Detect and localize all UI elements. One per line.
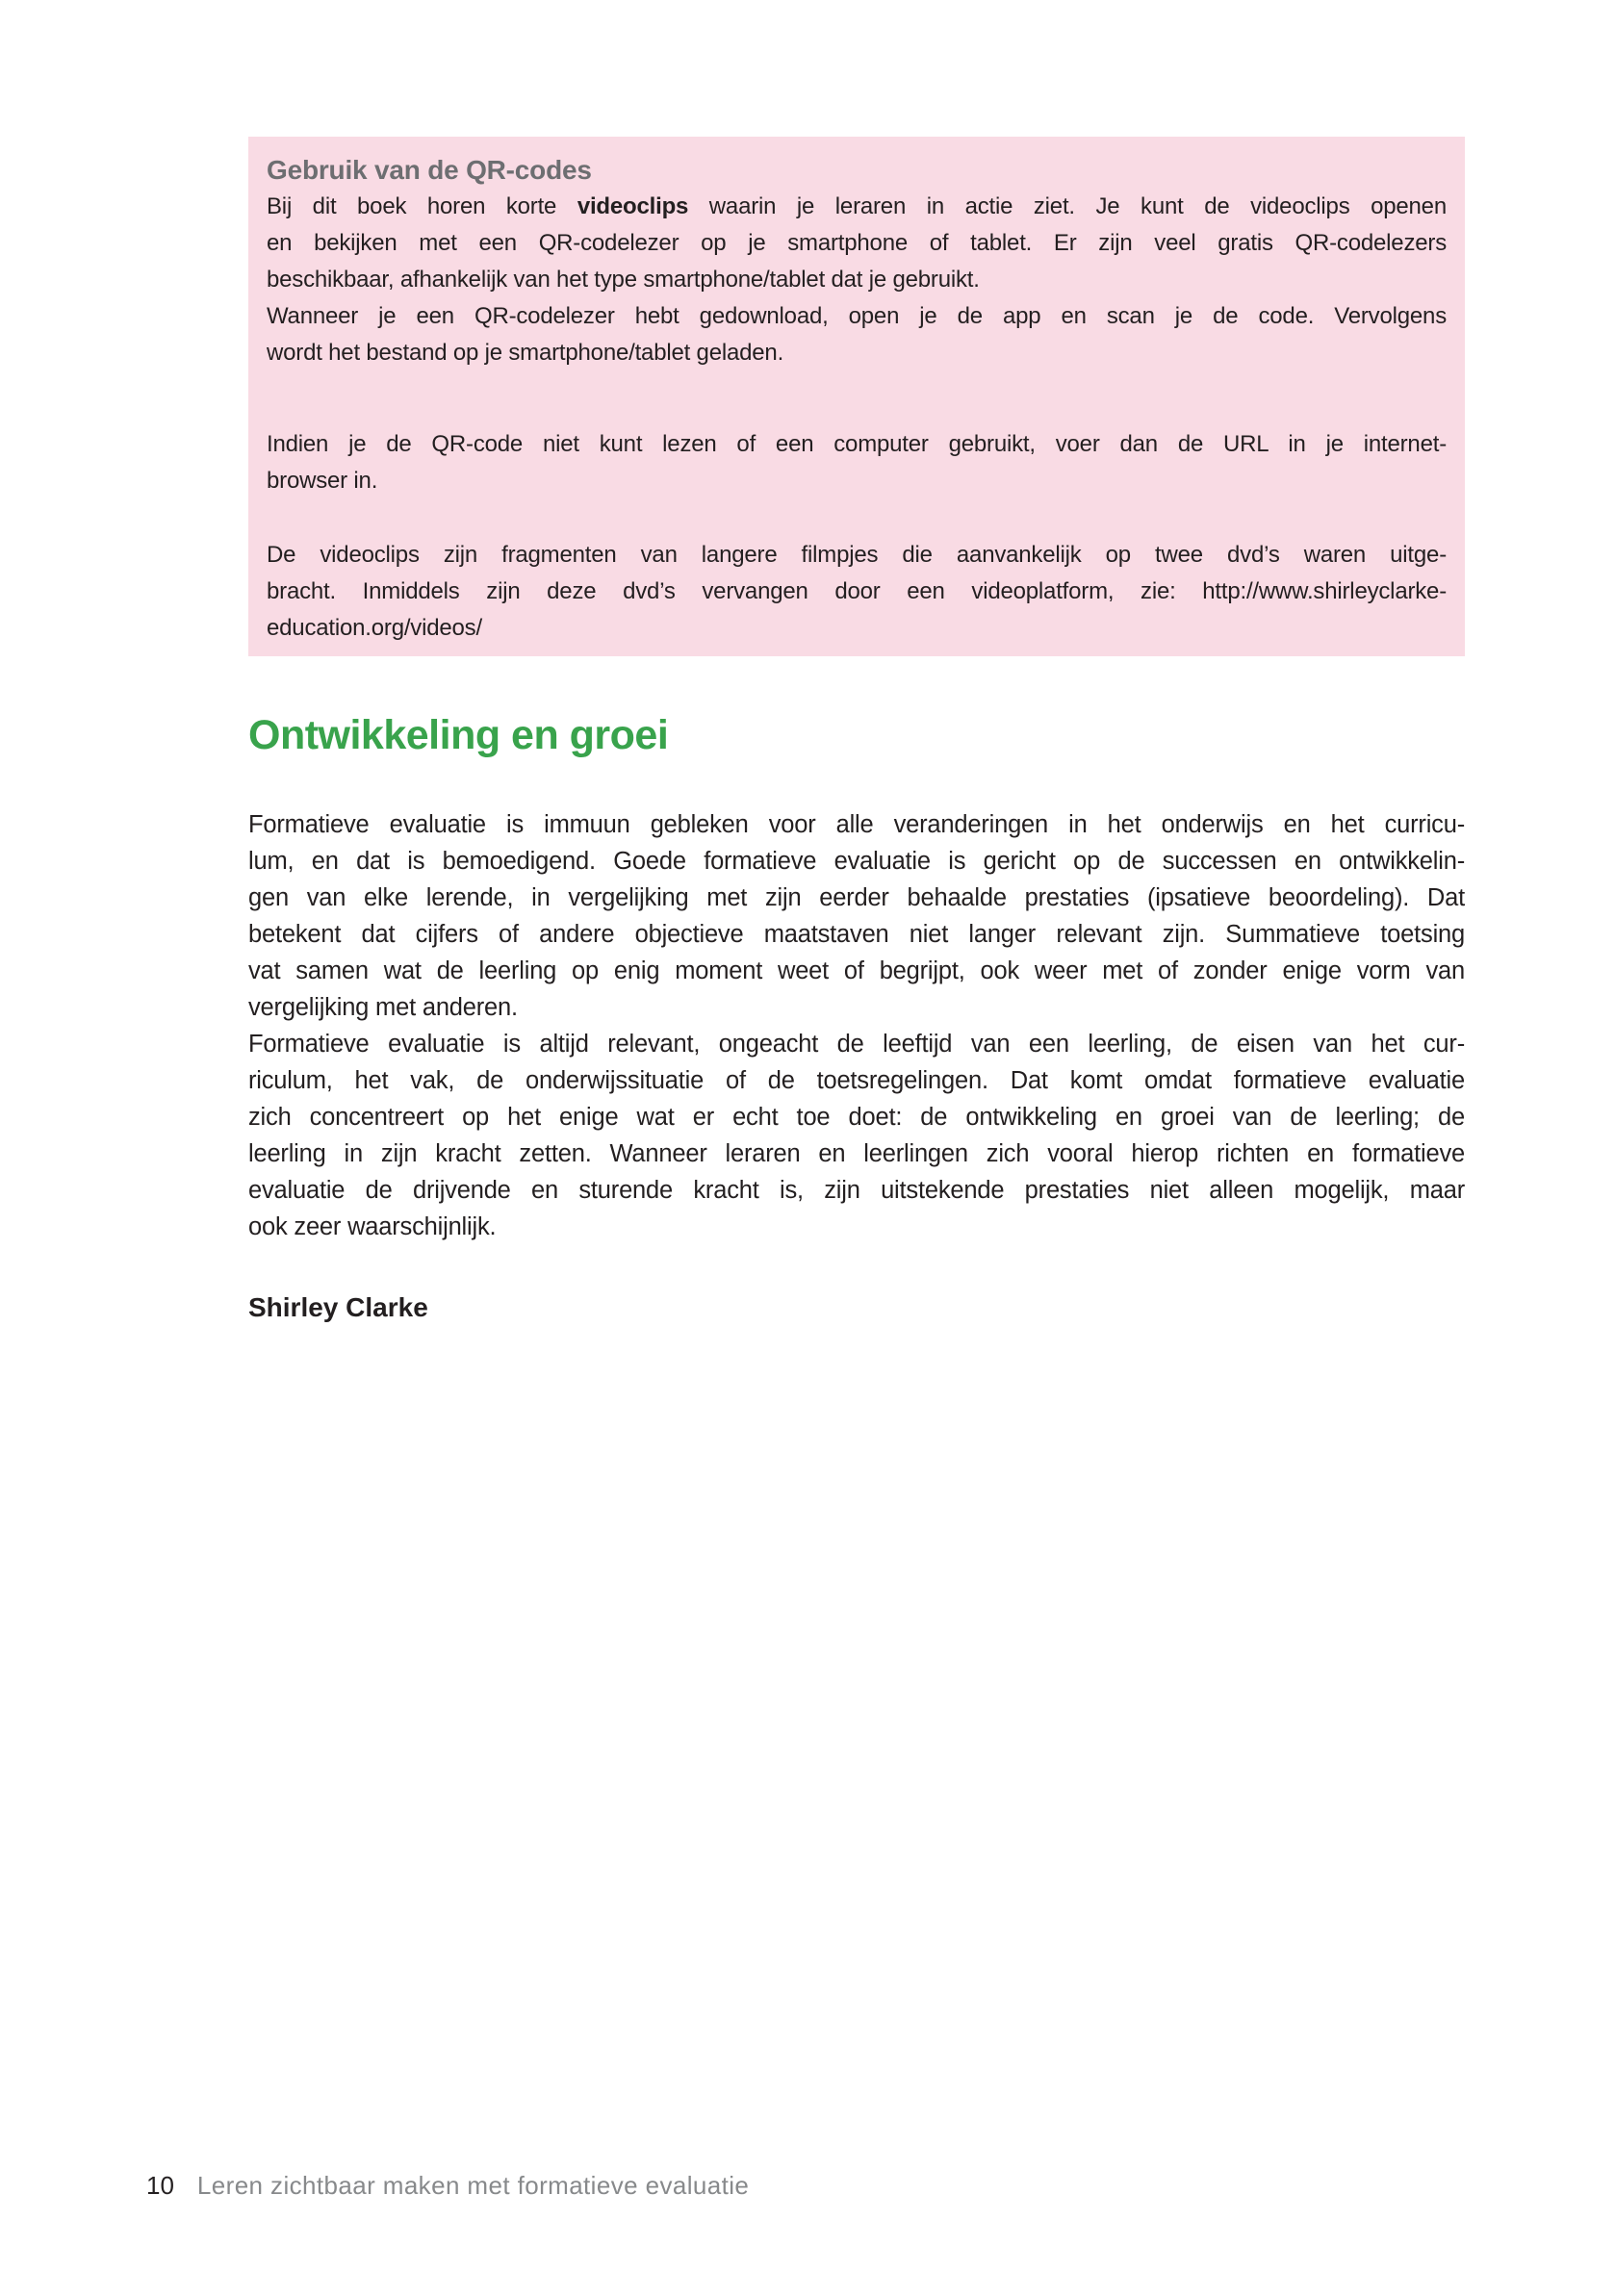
text-line: vat samen wat de leerling op enig moment weet of begrijpt, ook weer met of zonder enige vorm van	[248, 957, 1465, 984]
section-ontwikkeling-en-groei	[248, 710, 1465, 1326]
text-line: Wanneer je een QR-codelezer hebt gedownload, open je de app en scan je de code. Vervolgens	[267, 303, 1447, 329]
text-line: beschikbaar, afhankelijk van het type smartphone/tablet dat je gebruikt.	[267, 267, 980, 293]
text-line: Indien je de QR-code niet kunt lezen of een computer gebruikt, voer dan de URL in je internet-	[267, 431, 1447, 457]
text-line: De videoclips zijn fragmenten van langere filmpjes die aanvankelijk op twee dvd’s waren uitge-	[267, 542, 1447, 568]
book-title: Leren zichtbaar maken met formatieve evaluatie	[196, 2171, 750, 2200]
qr-box-body	[267, 189, 1447, 647]
section-heading: Ontwikkeling en groei	[248, 712, 669, 758]
text-line: betekent dat cijfers of andere objectieve maatstaven niet langer relevant zijn. Summatieve toetsing	[248, 921, 1465, 948]
text-line: Formatieve evaluatie is altijd relevant, ongeacht de leeftijd van een leerling, de eisen van het cur-	[248, 1031, 1465, 1058]
text-line: leerling in zijn kracht zetten. Wanneer leraren en leerlingen zich vooral hierop richten en formatieve	[248, 1140, 1465, 1167]
text-line: ook zeer waarschijnlijk.	[248, 1213, 497, 1240]
text-line: riculum, het vak, de onderwijssituatie of de toetsregelingen. Dat komt omdat formatieve evaluatie	[248, 1067, 1465, 1094]
text-line: wordt het bestand op je smartphone/tablet geladen.	[267, 340, 784, 366]
page-footer	[146, 2169, 749, 2202]
paragraph	[248, 1026, 1465, 1245]
text-line: browser in.	[267, 468, 378, 494]
text-line: vergelijking met anderen.	[248, 994, 518, 1021]
text-line: Bij dit boek horen korte videoclips waarin je leraren in actie ziet. Je kunt de videoclips openen	[267, 193, 1447, 219]
section-body	[248, 806, 1465, 1245]
paragraph	[267, 298, 1447, 371]
page-number: 10	[146, 2171, 174, 2200]
qr-codes-info-box	[248, 137, 1465, 656]
text-line: education.org/videos/	[267, 615, 482, 641]
qr-box-heading: Gebruik van de QR-codes	[267, 155, 592, 185]
author-name: Shirley Clarke	[248, 1292, 428, 1322]
text-line: zich concentreert op het enige wat er echt toe doet: de ontwikkeling en groei van de leerling; de	[248, 1104, 1465, 1131]
paragraph	[267, 537, 1447, 647]
text-line: Formatieve evaluatie is immuun gebleken voor alle veranderingen in het onderwijs en het curricu-	[248, 811, 1465, 838]
text-line: bracht. Inmiddels zijn deze dvd’s vervangen door een videoplatform, zie: http://www.shirleyclarke-	[267, 578, 1447, 604]
paragraph	[267, 189, 1447, 298]
text-line: en bekijken met een QR-codelezer op je smartphone of tablet. Er zijn veel gratis QR-codelezers	[267, 230, 1447, 256]
paragraph	[248, 806, 1465, 1026]
text-line: evaluatie de drijvende en sturende kracht is, zijn uitstekende prestaties niet alleen mogelijk, maar	[248, 1177, 1465, 1204]
text-line: lum, en dat is bemoedigend. Goede formatieve evaluatie is gericht op de successen en ontwikkelin-	[248, 848, 1465, 875]
text-line: gen van elke lerende, in vergelijking met zijn eerder behaalde prestaties (ipsatieve beoordeling). Dat	[248, 884, 1465, 911]
paragraph	[267, 426, 1447, 499]
